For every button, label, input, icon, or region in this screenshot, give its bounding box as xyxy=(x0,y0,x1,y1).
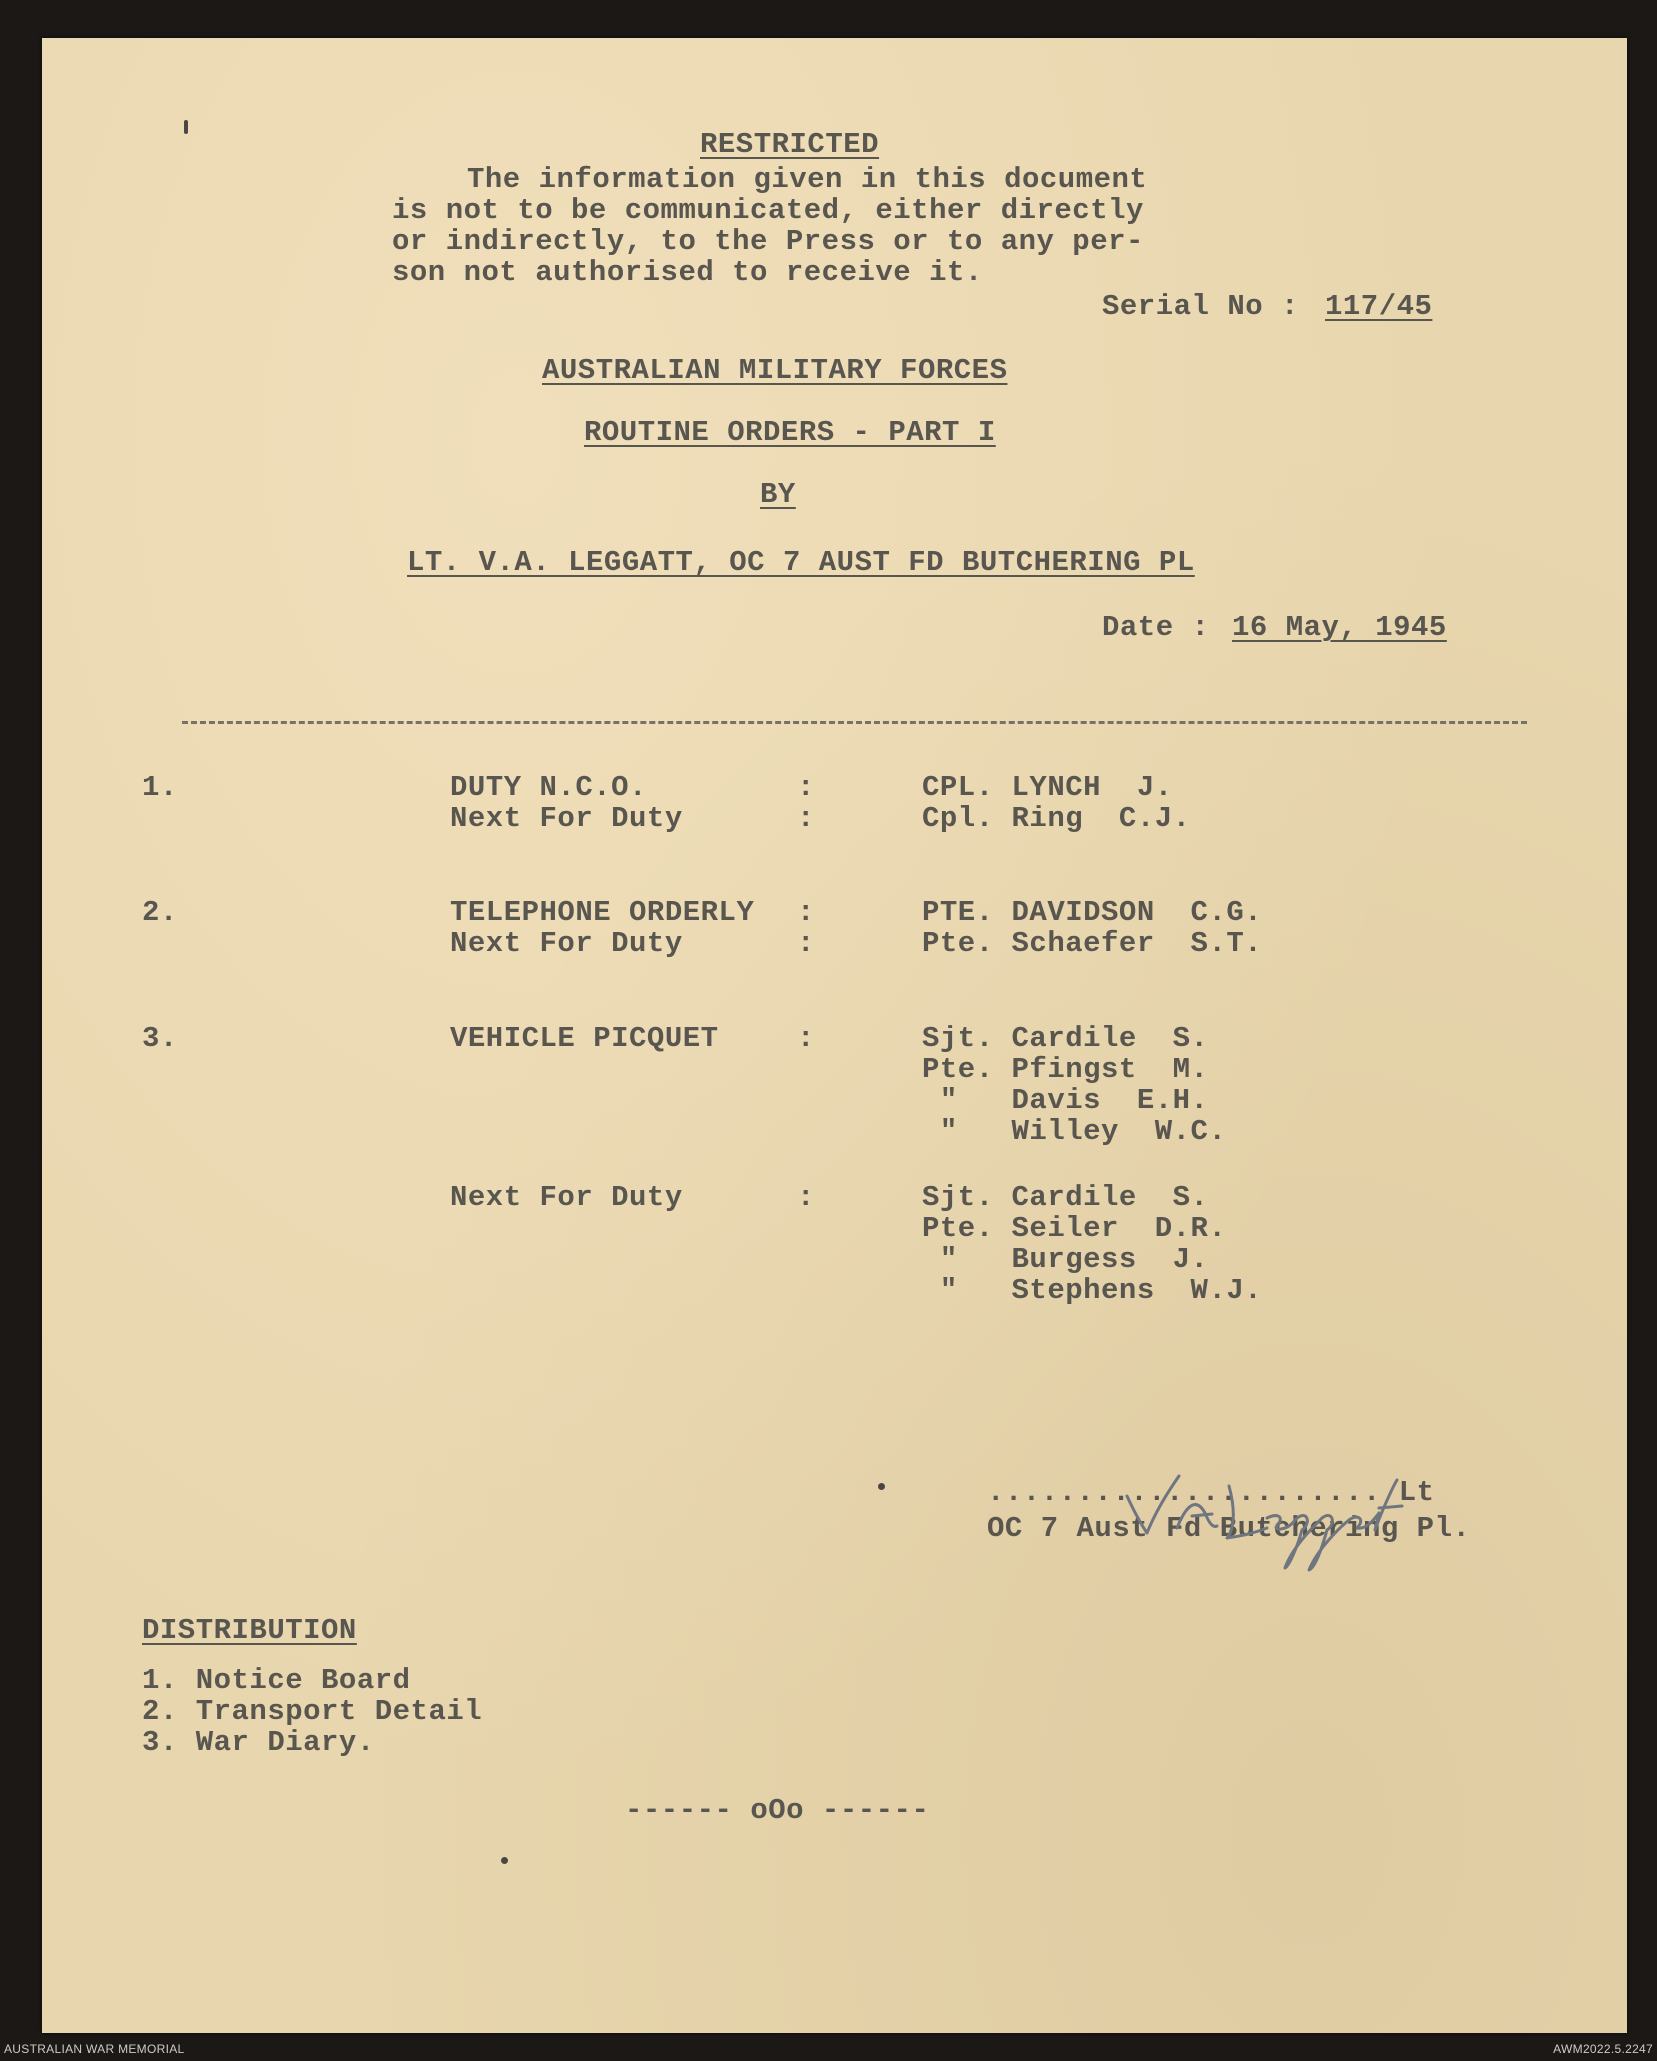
date-value: 16 May, 1945 xyxy=(1232,611,1447,644)
order-name: Sjt. Cardile S. xyxy=(922,1022,1209,1055)
order-name: CPL. LYNCH J. xyxy=(922,771,1173,804)
order-name: Pte. Schaefer S.T. xyxy=(922,927,1263,960)
order-separator: : xyxy=(797,1181,815,1214)
title-line-3: BY xyxy=(760,478,796,511)
paper-spot xyxy=(184,120,188,134)
date-label: Date : xyxy=(1102,611,1210,644)
distribution-heading: DISTRIBUTION xyxy=(142,1614,357,1647)
handwritten-signature xyxy=(1117,1458,1417,1578)
order-name: PTE. DAVIDSON C.G. xyxy=(922,896,1263,929)
paper-spot xyxy=(878,1483,885,1490)
order-duty: Next For Duty xyxy=(450,1181,683,1214)
serial-number: 117/45 xyxy=(1325,290,1433,323)
notice-line-4: son not authorised to receive it. xyxy=(392,256,983,289)
signature-title: OC 7 Aust Fd Butchering Pl. xyxy=(987,1512,1471,1545)
paper-spot xyxy=(501,1857,508,1864)
notice-line-2: is not to be communicated, either directly xyxy=(392,194,1144,227)
order-number: 1. xyxy=(142,771,178,804)
serial-label: Serial No : xyxy=(1102,290,1299,323)
signature-dotted-line: ...................... Lt xyxy=(987,1476,1435,1509)
order-name: Pte. Seiler D.R. xyxy=(922,1212,1227,1245)
order-separator: : xyxy=(797,927,815,960)
title-line-4: LT. V.A. LEGGATT, OC 7 AUST FD BUTCHERING PL xyxy=(407,546,1195,579)
end-mark: ------ oOo ------ xyxy=(625,1794,930,1827)
order-duty: VEHICLE PICQUET xyxy=(450,1022,719,1055)
order-duty: Next For Duty xyxy=(450,802,683,835)
order-name: " Burgess J. xyxy=(922,1243,1209,1276)
order-duty: DUTY N.C.O. xyxy=(450,771,647,804)
notice-line-1: The information given in this document xyxy=(467,163,1148,196)
title-line-1: AUSTRALIAN MILITARY FORCES xyxy=(542,354,1008,387)
order-name: Sjt. Cardile S. xyxy=(922,1181,1209,1214)
order-separator: : xyxy=(797,771,815,804)
order-name: Cpl. Ring C.J. xyxy=(922,802,1191,835)
order-duty: TELEPHONE ORDERLY xyxy=(450,896,755,929)
order-name: " Stephens W.J. xyxy=(922,1274,1263,1307)
order-number: 2. xyxy=(142,896,178,929)
order-name: " Davis E.H. xyxy=(922,1084,1209,1117)
order-separator: : xyxy=(797,802,815,835)
distribution-item: 1. Notice Board xyxy=(142,1664,411,1697)
order-name: " Willey W.C. xyxy=(922,1115,1227,1148)
footer-right: AWM2022.5.2247 xyxy=(1553,2042,1653,2056)
document-page xyxy=(42,38,1627,2033)
order-duty: Next For Duty xyxy=(450,927,683,960)
distribution-item: 3. War Diary. xyxy=(142,1726,375,1759)
order-name: Pte. Pfingst M. xyxy=(922,1053,1209,1086)
notice-line-3: or indirectly, to the Press or to any per- xyxy=(392,225,1144,258)
title-line-2: ROUTINE ORDERS - PART I xyxy=(584,416,996,449)
order-separator: : xyxy=(797,1022,815,1055)
footer-left: AUSTRALIAN WAR MEMORIAL xyxy=(4,2042,185,2056)
classification-label: RESTRICTED xyxy=(700,128,880,161)
dashed-divider xyxy=(182,721,1527,724)
order-number: 3. xyxy=(142,1022,178,1055)
distribution-item: 2. Transport Detail xyxy=(142,1695,483,1728)
order-separator: : xyxy=(797,896,815,929)
